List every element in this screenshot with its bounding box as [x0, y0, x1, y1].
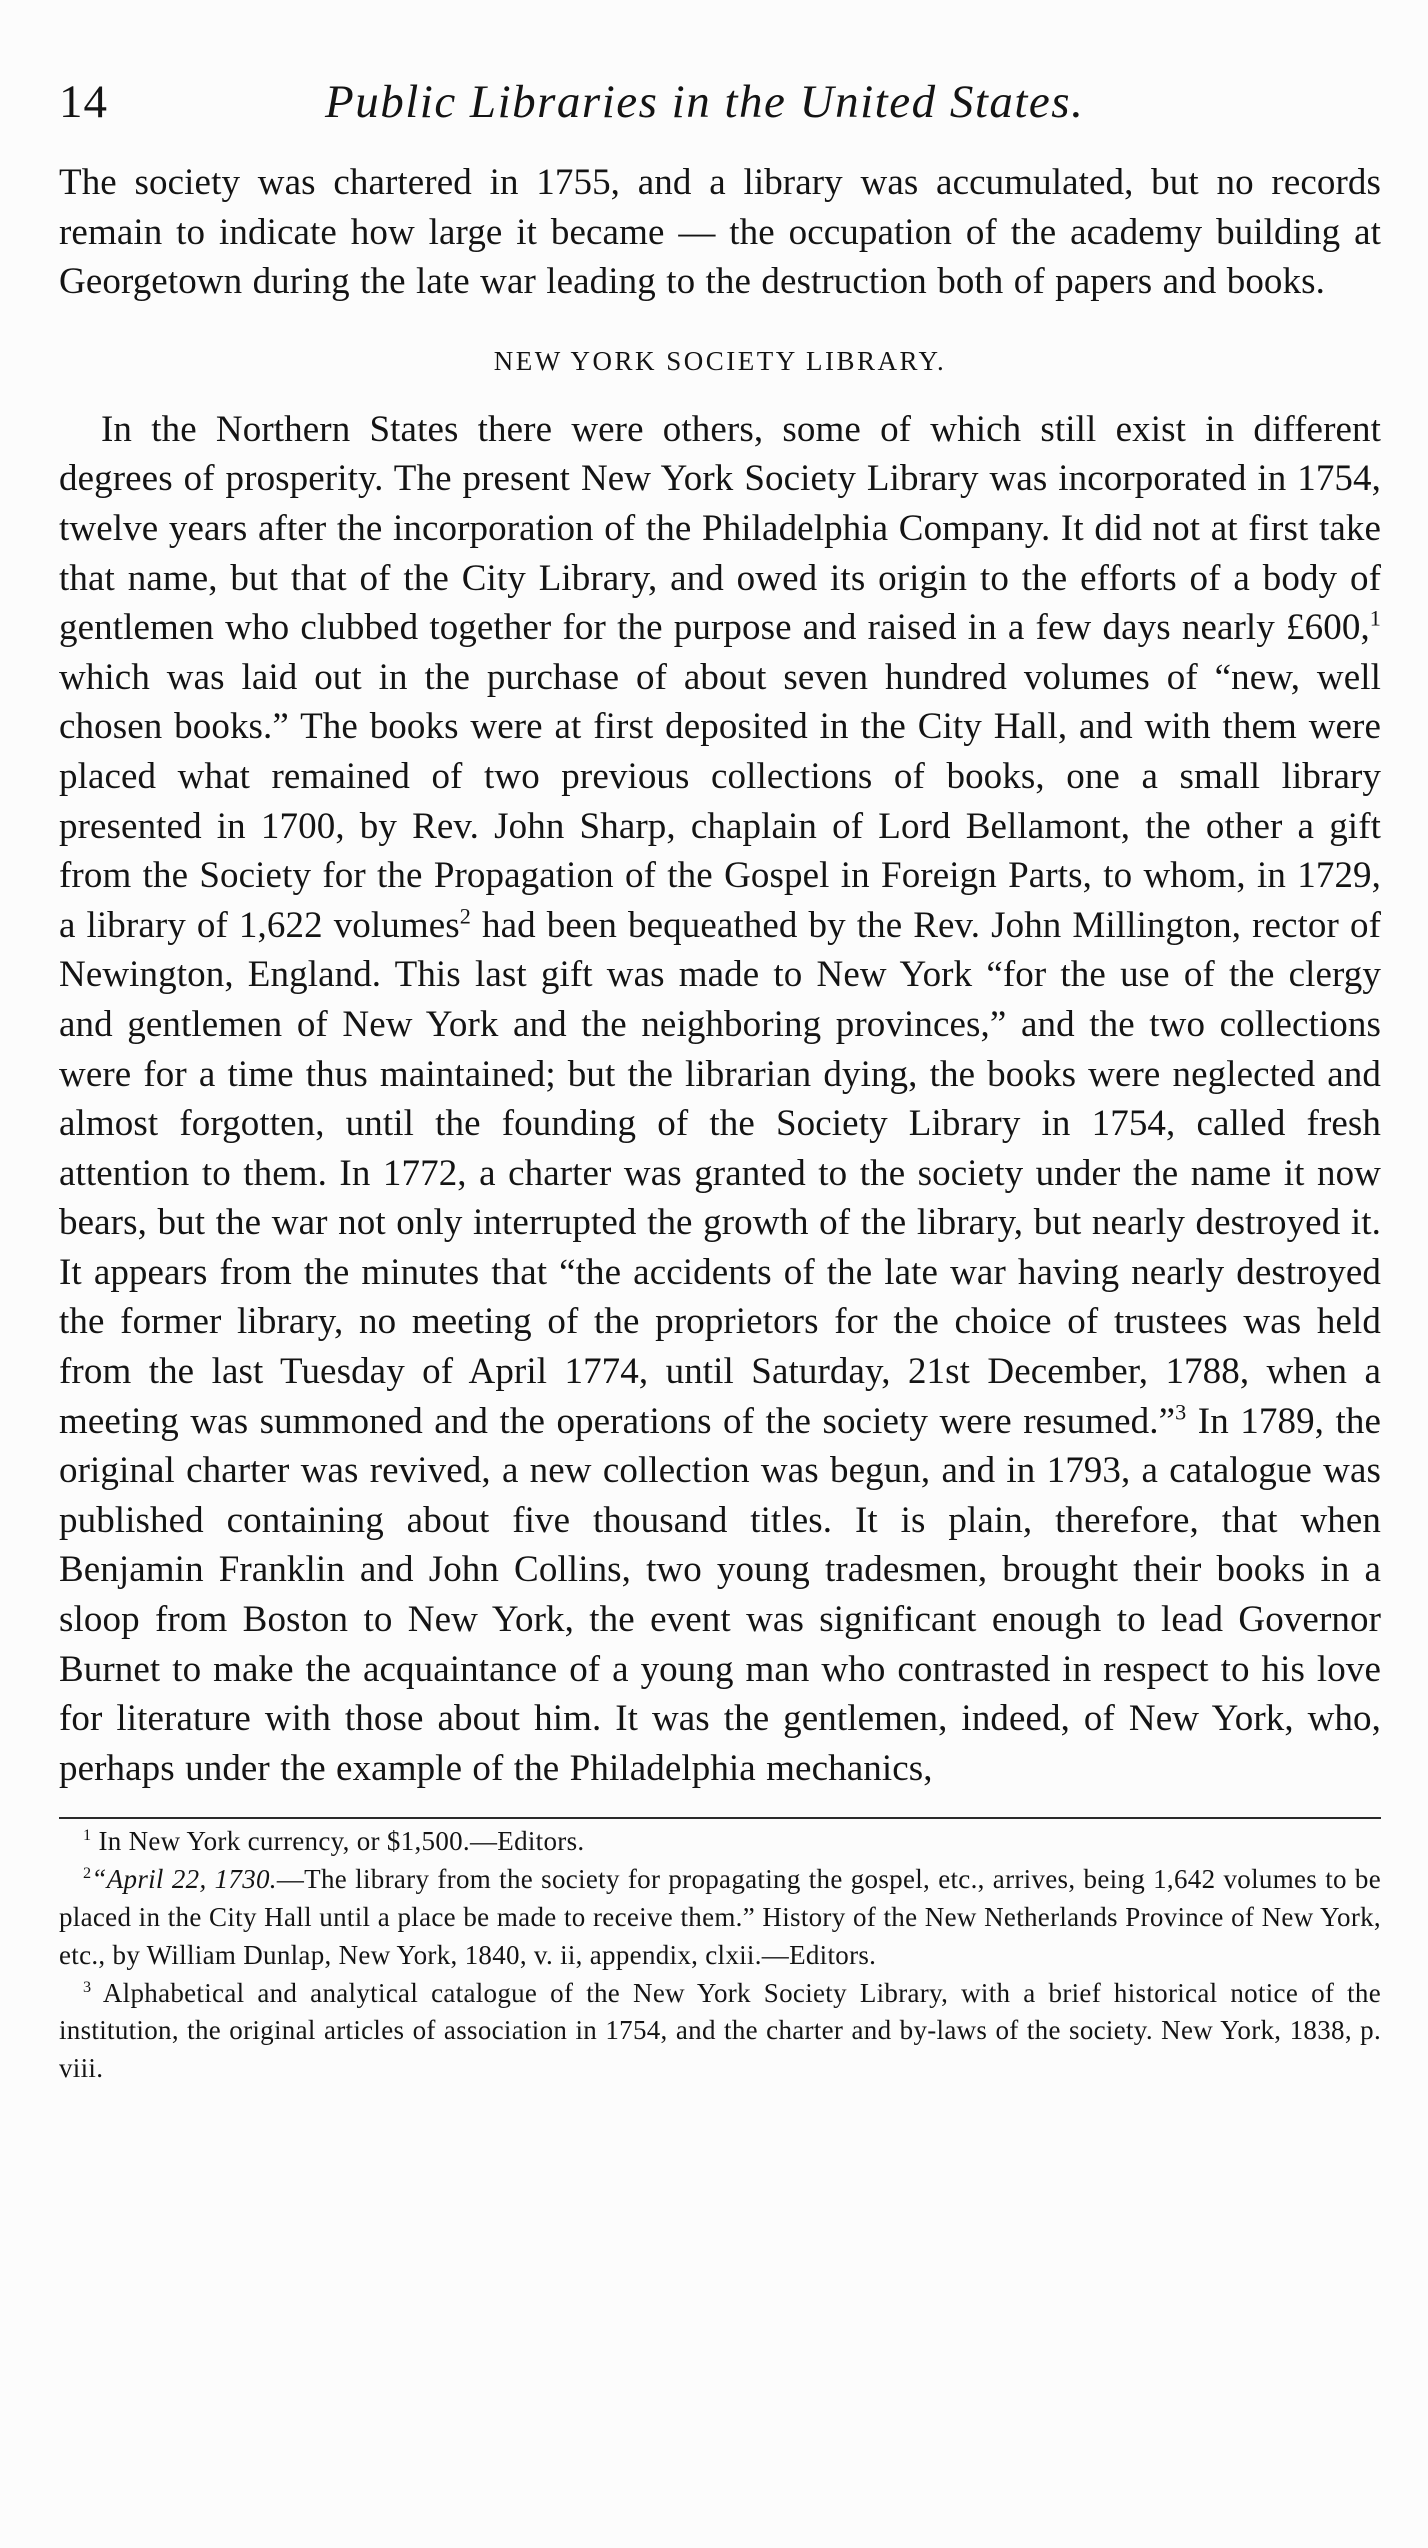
document-page: [59, 66, 1381, 2088]
footnote-2-date: “April 22, 1730.: [91, 1864, 277, 1895]
footnotes: [59, 1823, 1381, 2088]
body-text: [59, 158, 1381, 1793]
footnote-ref-1: 1: [1369, 605, 1381, 631]
page-number: 14: [59, 76, 108, 128]
paragraph-text-2: which was laid out in the purchase of about seven hundred volumes of “new, well chosen books.” The books were at first deposited in the City Hall, and with them were placed what remained of two previous collections of books, one a small library presented in 1700, by Rev. John Sharp, chaplain of Lord Bellamont, the other a gift from the Society for the Propagation of the Gospel in Foreign Parts, to whom, in 1729, a library of 1,622 volumes: [59, 656, 1381, 946]
running-head: [59, 66, 1381, 138]
footnote-3: [59, 1975, 1381, 2088]
paragraph-new-york-society-library: [59, 405, 1381, 1794]
paragraph-text-1: In the Northern States there were others, some of which still exist in different degrees of prosperity. The present New York Society Library was incorporated in 1754, twelve years after the incorporation of the Philadelphia Company. It did not at first take that name, but that of the City Library, and owed its origin to the efforts of a body of gentlemen who clubbed together for the purpose and raised in a few days nearly £600,: [59, 408, 1381, 649]
paragraph-text-3: had been bequeathed by the Rev. John Millington, rector of Newington, England. This last gift was made to New York “for the use of the clergy and gentlemen of New York and the neighboring provinces,” and the two collections were for a time thus maintained; but the librarian dying, the books were neglected and almost forgotten, until the founding of the Society Library in 1754, called fresh attention to them. In 1772, a charter was granted to the society under the name it now bears, but the war not only interrupted the growth of the library, but nearly destroyed it. It appears from the minutes that “the accidents of the late war having nearly destroyed the former library, no meeting of the proprietors for the choice of trustees was held from the last Tuesday of April 1774, until Saturday, 21st December, 1788, when a meeting was summoned and the operations of the society were resumed.”: [59, 904, 1381, 1442]
footnote-ref-2: 2: [459, 903, 471, 929]
section-heading: NEW YORK SOCIETY LIBRARY.: [493, 345, 947, 376]
footnote-divider: [59, 1817, 1381, 1819]
footnote-2-text: —The library from the society for propagating the gospel, etc., arrives, being 1,642 volumes to be placed in the City Hall until a place be made to receive them.” History of the New Netherlands Province of New York, etc., by William Dunlap, New York, 1840, v. ii, appendix, clxii.—Editors.: [59, 1864, 1382, 1970]
footnote-1-text: In New York currency, or $1,500.—Editors.: [91, 1826, 585, 1857]
footnote-mark-1: 1: [83, 1826, 92, 1845]
footnote-3-text: Alphabetical and analytical catalogue of the New York Society Library, with a brief historical notice of the institution, the original articles of association in 1754, and the charter and by-laws of the society. New York, 1838, p. viii.: [59, 1977, 1381, 2084]
footnote-mark-2: 2: [83, 1864, 92, 1883]
paragraph-text-4: In 1789, the original charter was revived, a new collection was begun, and in 1793, a catalogue was published containing about five thousand titles. It is plain, therefore, that when Benjamin Franklin and John Collins, two young tradesmen, brought their books in a sloop from Boston to New York, the event was significant enough to lead Governor Burnet to make the acquaintance of a young man who contrasted in respect to his love for literature with those about him. It was the gentlemen, indeed, of New York, who, perhaps under the example of the Philadelphia mechanics,: [59, 1400, 1381, 1789]
footnote-1: [59, 1823, 1381, 1861]
footnote-2: [59, 1861, 1381, 1974]
paragraph-carryover: The society was chartered in 1755, and a library was accumulated, but no records remain to indicate how large it became — the occupation of the academy building at Georgetown during the late war leading to the destruction both of papers and books.: [59, 162, 1381, 303]
running-head-title: Public Libraries in the United States.: [325, 76, 1085, 128]
footnote-mark-3: 3: [83, 1977, 92, 1996]
footnote-ref-3: 3: [1175, 1399, 1187, 1425]
